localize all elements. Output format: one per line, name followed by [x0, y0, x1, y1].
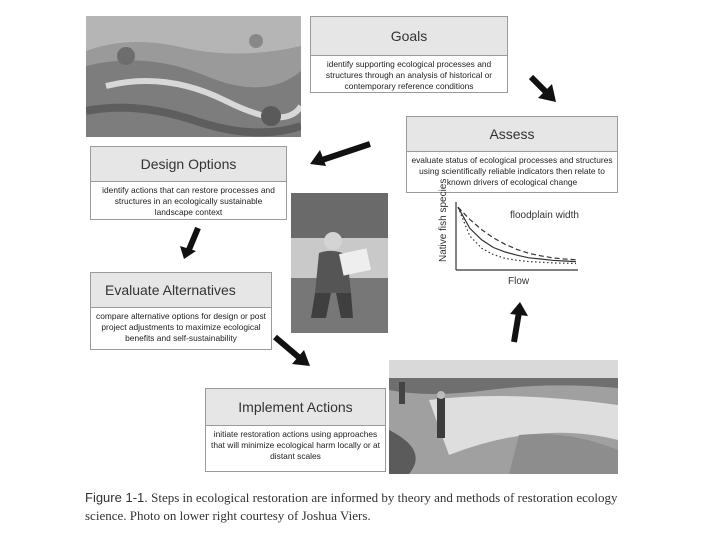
step-assess-title: Assess — [407, 117, 617, 152]
arrow-design-to-evaluate — [176, 226, 204, 260]
step-implement-actions-body: initiate restoration actions using approaches that will minimize ecological harm locally or at distant scales — [211, 429, 380, 461]
step-goals-body: identify supporting ecological processes and structures through an analysis of historical or contemporary reference conditions — [325, 59, 493, 91]
chart-xlabel: Flow — [508, 276, 530, 287]
step-assess-body: evaluate status of ecological processes and structures using scientifically reliable indicators then relate to known drivers of ecological change — [411, 155, 613, 187]
step-design-options-title: Design Options — [91, 147, 286, 182]
chart-ylabel: Native fish species — [438, 178, 449, 262]
river-restoration-photo — [389, 360, 618, 474]
figure-caption-label: Figure 1-1. — [85, 490, 148, 505]
step-evaluate-alternatives — [90, 272, 272, 350]
arrow-assess-to-design — [308, 140, 372, 168]
arrow-evaluate-to-implement — [272, 334, 312, 368]
step-implement-actions-title: Implement Actions — [206, 389, 385, 426]
arrow-implement-to-assess — [504, 300, 530, 344]
field-worker-photo — [291, 193, 388, 333]
step-evaluate-alternatives-title: Evaluate Alternatives — [91, 273, 271, 308]
step-design-options-body: identify actions that can restore processes and structures in an ecologically sustainable landscape context — [102, 185, 275, 217]
step-design-options — [90, 146, 287, 220]
step-evaluate-alternatives-body: compare alternative options for design or post project adjustments to maximize ecological benefits and self-sustainability — [96, 311, 266, 343]
chart-series-label: floodplain width — [510, 210, 579, 221]
aerial-landscape-photo — [86, 16, 301, 137]
figure-caption — [85, 489, 630, 525]
step-implement-actions — [205, 388, 386, 472]
figure-caption-text: Steps in ecological restoration are informed by theory and methods of restoration ecology science. Photo on lower right courtesy of Joshua Viers. — [85, 490, 618, 523]
arrow-goals-to-assess — [528, 74, 558, 104]
step-goals — [310, 16, 508, 93]
fish-flow-chart — [428, 178, 588, 288]
step-goals-title: Goals — [311, 17, 507, 56]
